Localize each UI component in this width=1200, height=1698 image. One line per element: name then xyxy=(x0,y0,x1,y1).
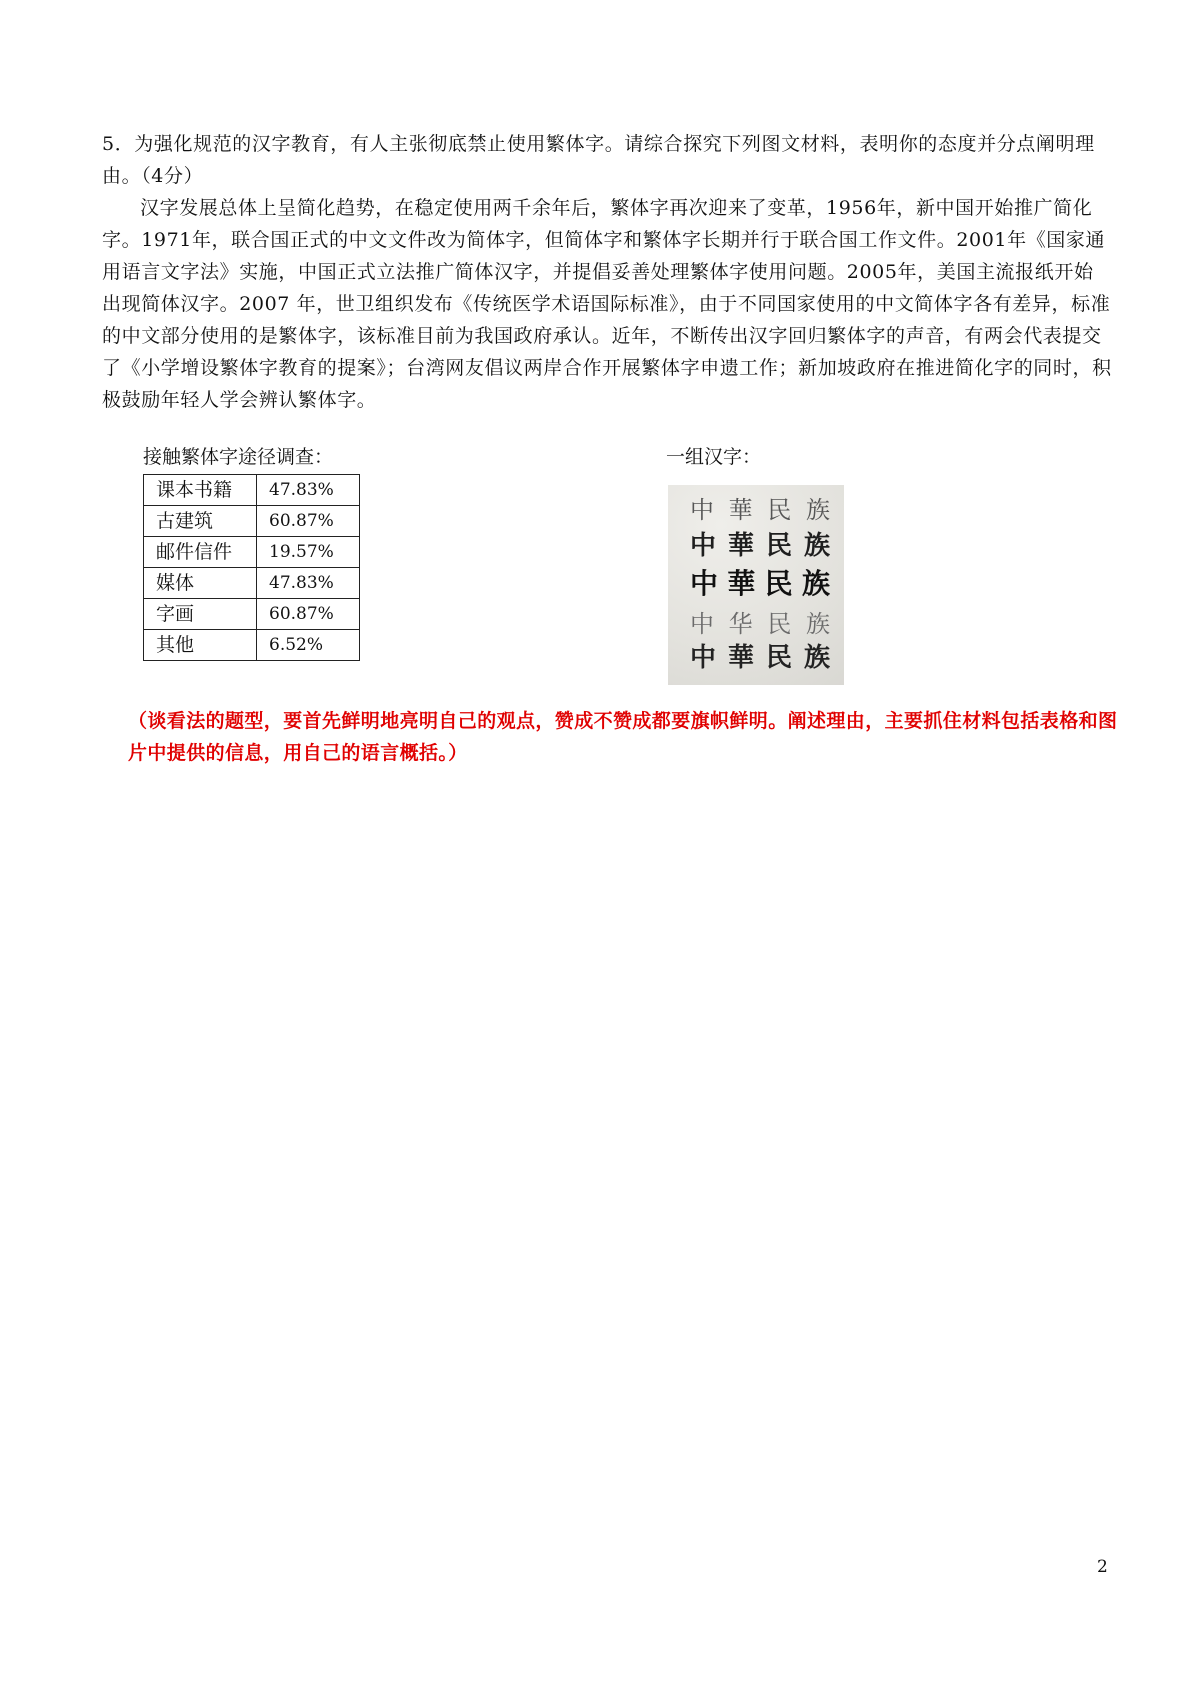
chars-row-song-script xyxy=(690,643,830,673)
calligraphy-char: 民 xyxy=(764,567,793,600)
survey-label: 古建筑 xyxy=(144,506,257,537)
survey-value: 6.52% xyxy=(257,630,360,661)
table-row xyxy=(144,475,360,506)
table-row xyxy=(144,568,360,599)
chars-row-seal-script xyxy=(690,495,830,525)
table-row xyxy=(144,506,360,537)
question-block xyxy=(102,128,1112,416)
chars-row-clerical-script xyxy=(690,531,830,561)
survey-label: 字画 xyxy=(144,599,257,630)
calligraphy-char: 族 xyxy=(803,643,830,673)
survey-value: 47.83% xyxy=(257,475,360,506)
calligraphy-photo xyxy=(668,485,844,685)
calligraphy-char: 華 xyxy=(727,531,754,561)
survey-table xyxy=(143,474,360,661)
answer-tip: （谈看法的题型，要首先鲜明地亮明自己的观点，赞成不赞成都要旗帜鲜明。阐述理由，主要抓住材料包括表格和图片中提供的信息，用自己的语言概括。） xyxy=(128,710,1118,764)
calligraphy-char: 民 xyxy=(765,531,792,561)
calligraphy-char: 中 xyxy=(690,610,714,638)
survey-label: 邮件信件 xyxy=(144,537,257,568)
material-paragraph: 汉字发展总体上呈简化趋势，在稳定使用两千余年后，繁体字再次迎来了变革，1956年，新中国开始推广简化字。1971年，联合国正式的中文文件改为简体字，但简体字和繁体字长期并行于联合国工作文件。2001年《国家通用语言文字法》实施，中国正式立法推广简体汉字，并提倡妥善处理繁体字使用问题。2005年，美国主流报纸开始出现简体汉字。2007 年，世卫组织发布《传统医学术语国际标准》，由于不同国家使用的中文简体字各有差异，标准的中文部分使用的是繁体字，该标准目前为我国政府承认。近年，不断传出汉字回归繁体字的声音，有两会代表提交了《小学增设繁体字教育的提案》；台湾网友倡议两岸合作开展繁体字申遗工作；新加坡政府在推进简化字的同时，积极鼓励年轻人学会辨认繁体字。 xyxy=(102,197,1112,411)
survey-label: 课本书籍 xyxy=(144,475,257,506)
page-number: 2 xyxy=(1097,1557,1108,1577)
chars-row-running-script xyxy=(690,609,830,639)
calligraphy-char: 華 xyxy=(727,643,754,673)
calligraphy-char: 中 xyxy=(690,531,717,561)
calligraphy-char: 华 xyxy=(728,610,753,638)
survey-caption: 接触繁体字途径调查： xyxy=(143,446,334,468)
survey-value: 19.57% xyxy=(257,537,360,568)
calligraphy-char: 華 xyxy=(727,567,756,600)
calligraphy-char: 華 xyxy=(728,496,753,524)
calligraphy-char: 族 xyxy=(805,610,830,638)
survey-label: 媒体 xyxy=(144,568,257,599)
chars-row-regular-script xyxy=(690,569,830,599)
chars-caption: 一组汉字： xyxy=(666,446,762,468)
survey-value: 47.83% xyxy=(257,568,360,599)
calligraphy-char: 中 xyxy=(690,643,717,673)
calligraphy-char: 中 xyxy=(690,567,719,600)
survey-label: 其他 xyxy=(144,630,257,661)
calligraphy-char: 族 xyxy=(803,531,830,561)
calligraphy-char: 民 xyxy=(765,643,792,673)
calligraphy-char: 族 xyxy=(805,496,830,524)
question-prompt: 5．为强化规范的汉字教育，有人主张彻底禁止使用繁体字。请综合探究下列图文材料，表明你的态度并分点阐明理由。（4分） xyxy=(102,133,1095,187)
calligraphy-char: 中 xyxy=(690,496,714,524)
survey-value: 60.87% xyxy=(257,599,360,630)
survey-value: 60.87% xyxy=(257,506,360,537)
calligraphy-char: 民 xyxy=(767,496,792,524)
calligraphy-char: 民 xyxy=(767,610,792,638)
table-row xyxy=(144,537,360,568)
table-row xyxy=(144,630,360,661)
table-row xyxy=(144,599,360,630)
calligraphy-char: 族 xyxy=(801,567,830,600)
